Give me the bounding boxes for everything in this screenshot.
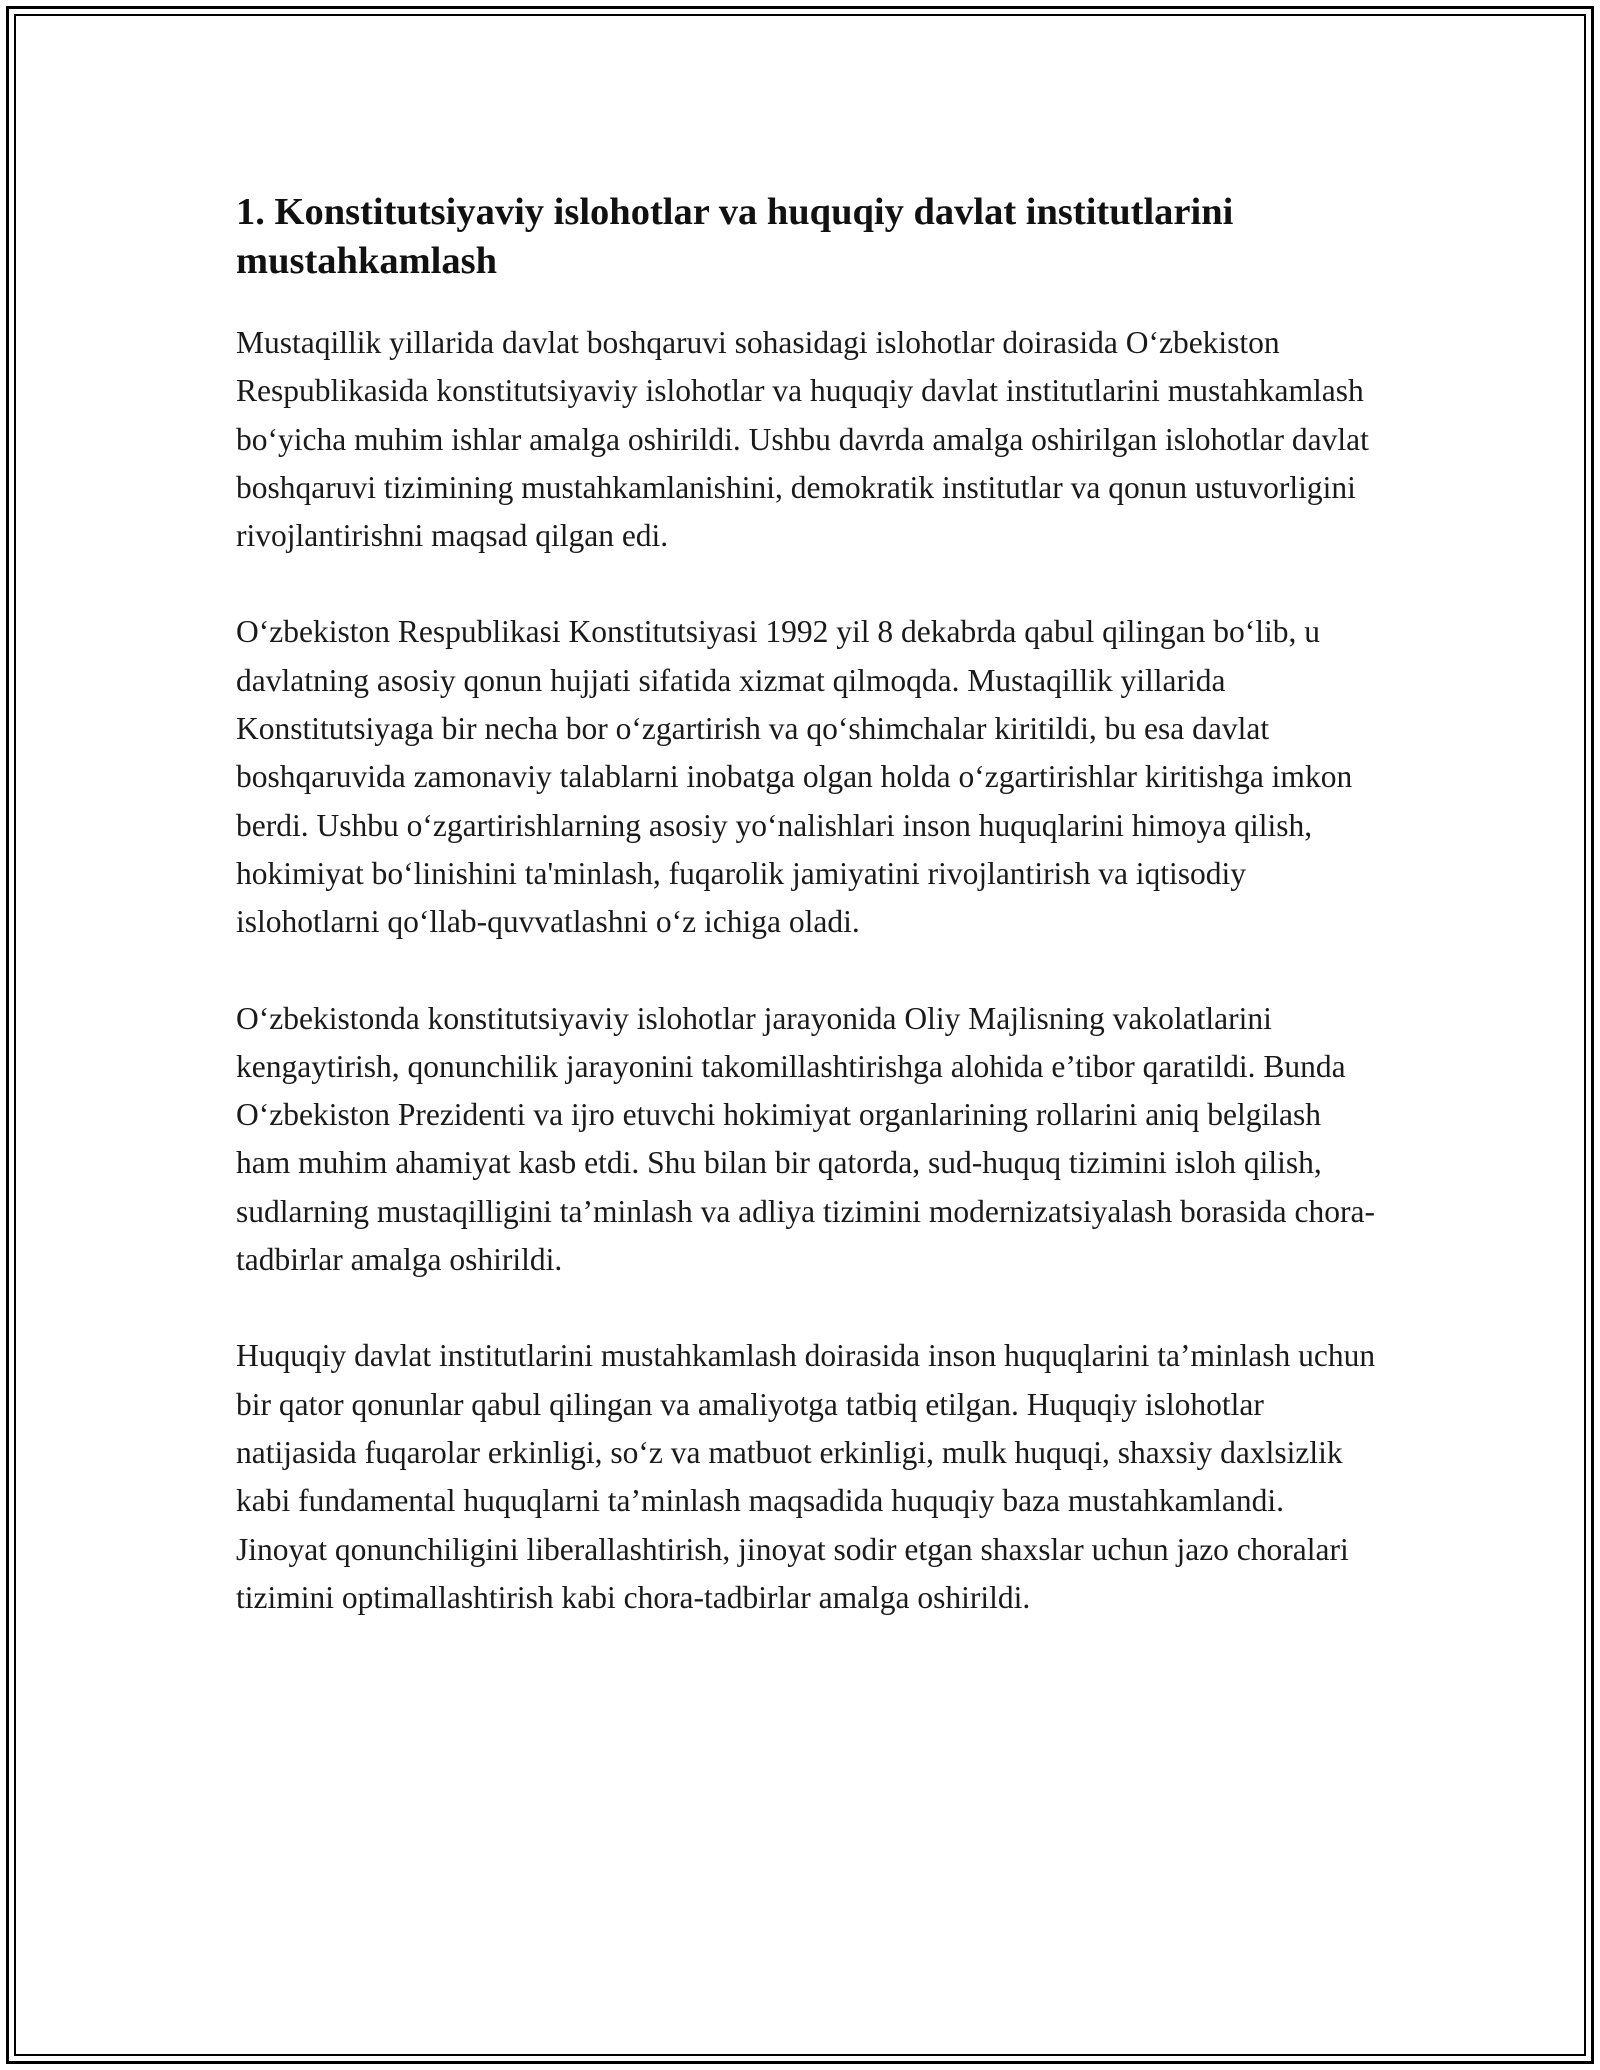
paragraph: O‘zbekistonda konstitutsiyaviy islohotlar jarayonida Oliy Majlisning vakolatlarini kengaytirish, qonunchilik jarayonini takomillashtirishga alohida e’tibor qaratildi. Bunda O‘zbekiston Prezidenti va ijro etuvchi hokimiyat organlarining rollarini aniq belgilash ham muhim ahamiyat kasb etdi. Shu bilan bir qatorda, sud-huquq tizimini isloh qilish, sudlarning mustaqilligini ta’minlash va adliya tizimini modernizatsiyalash borasida chora-tadbirlar amalga oshirildi.	[236, 1000, 1375, 1278]
document-body	[236, 188, 1376, 1670]
section-heading: 1. Konstitutsiyaviy islohotlar va huquqiy davlat institutlarini mustahkamlash	[236, 191, 1234, 282]
paragraph: O‘zbekiston Respublikasi Konstitutsiyasi 1992 yil 8 dekabrda qabul qilingan bo‘lib, u davlatning asosiy qonun hujjati sifatida xizmat qilmoqda. Mustaqillik yillarida Konstitutsiyaga bir necha bor o‘zgartirish va qo‘shimchalar kiritildi, bu esa davlat boshqaruvida zamonaviy talablarni inobatga olgan holda o‘zgartirishlar kiritishga imkon berdi. Ushbu o‘zgartirishlarning asosiy yo‘nalishlari inson huquqlarini himoya qilish, hokimiyat bo‘linishini ta'minlash, fuqarolik jamiyatini rivojlantirish va iqtisodiy islohotlarni qo‘llab-quvvatlashni o‘z ichiga oladi.	[236, 614, 1353, 940]
paragraph: Huquqiy davlat institutlarini mustahkamlash doirasida inson huquqlarini ta’minlash uchun bir qator qonunlar qabul qilingan va amaliyotga tatbiq etilgan. Huquqiy islohotlar natijasida fuqarolar erkinligi, so‘z va matbuot erkinligi, mulk huquqi, shaxsiy daxlsizlik kabi fundamental huquqlarni ta’minlash maqsadida huquqiy baza mustahkamlandi. Jinoyat qonunchiligini liberallashtirish, jinoyat sodir etgan shaxslar uchun jazo choralari tizimini optimallashtirish kabi chora-tadbirlar amalga oshirildi.	[236, 1338, 1376, 1615]
paragraph: Mustaqillik yillarida davlat boshqaruvi sohasidagi islohotlar doirasida O‘zbekiston Respublikasida konstitutsiyaviy islohotlar va huquqiy davlat institutlarini mustahkamlash bo‘yicha muhim ishlar amalga oshirildi. Ushbu davrda amalga oshirilgan islohotlar davlat boshqaruvi tizimining mustahkamlanishini, demokratik institutlar va qonun ustuvorligini rivojlantirishni maqsad qilgan edi.	[236, 325, 1369, 554]
